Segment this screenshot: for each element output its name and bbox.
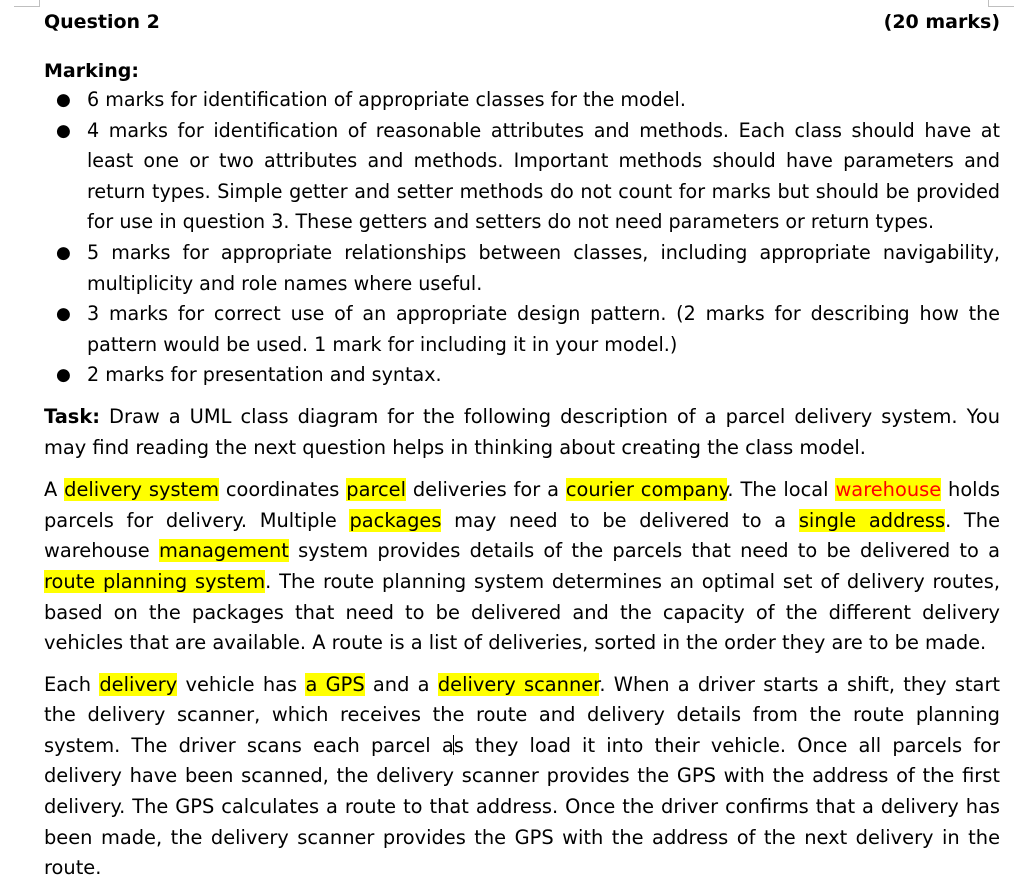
question-marks: (20 marks) [883,11,1000,33]
question-header [44,7,1000,37]
document-body [44,7,1000,884]
bullet-icon: ● [56,90,71,110]
highlight-delivery: delivery [99,672,178,696]
bullet-icon: ● [56,242,71,263]
list-item: ● 6 marks for identification of appropriate classes for the model. [44,85,1000,116]
description-paragraph-2: Each delivery vehicle has a GPS and a delivery scanner. When a driver starts a shift, they start the delivery scanner, which receives the route and delivery details from the route planning system. The driver scans each parcel as they load it into their vehicle. Once all parcels for delivery have been scanned, the delivery scanner provides the GPS with the address of the first delivery. The GPS calculates a route to that address. Once the driver confirms that a delivery has been made, the delivery scanner provides the GPS with the address of the next delivery in the route. [44,672,1001,880]
description-paragraph-1: A delivery system coordinates parcel deliveries for a courier company. The local warehouse holds parcels for delivery. Multiple packages may need to be delivered to a single address. The warehouse management system provides details of the parcels that need to be delivered to a route planning system. The route planning system determines an optimal set of delivery routes, based on the packages that need to be delivered and the capacity of the different delivery vehicles that are available. A route is a list of deliveries, sorted in the order they are to be made. [44,478,1001,655]
list-item: ● 3 marks for correct use of an appropriate design pattern. (2 marks for describing how the pattern would be used. 1 mark for including it in your model.) [44,299,1000,360]
highlight-single-address: single address [798,508,946,532]
list-item: ● 4 marks for identification of reasonable attributes and methods. Each class should have at least one or two attributes and methods. Important methods should have parameters and return types. Simple getter and setter methods do not count for marks but should be provided for use in question 3. These getters and setters do not need parameters or return types. [44,116,1000,238]
page-corner-mark-right [988,0,1014,7]
page-corner-mark-left [14,0,40,7]
bullet-icon: ● [56,304,71,325]
bullet-icon: ● [56,365,71,386]
highlight-delivery-system: delivery system [64,478,219,502]
highlight-courier-company: courier company [565,478,728,502]
marking-list [44,85,1000,391]
bullet-icon: ● [56,120,71,141]
list-item: ● 5 marks for appropriate relationships between classes, including appropriate navigability, multiplicity and role names where useful. [44,238,1000,299]
marking-label: Marking: [44,60,139,82]
highlight-warehouse: warehouse [835,478,942,502]
highlight-a-gps: a GPS [305,672,365,696]
task-label: Task: [44,404,101,428]
highlight-route-planning-system: route planning system [44,569,266,593]
task-text: Draw a UML class diagram for the following description of a parcel delivery system. You may find reading the next question helps in thinking about creating the class model. [44,404,1000,459]
question-title: Question 2 [44,11,160,33]
highlight-packages: packages [349,508,442,532]
list-item: ● 2 marks for presentation and syntax. [44,360,1000,391]
highlight-delivery-scanner: delivery scanner [437,672,600,696]
highlight-management: management [158,539,289,563]
task-paragraph [44,402,1000,463]
highlight-parcel: parcel [346,478,406,502]
